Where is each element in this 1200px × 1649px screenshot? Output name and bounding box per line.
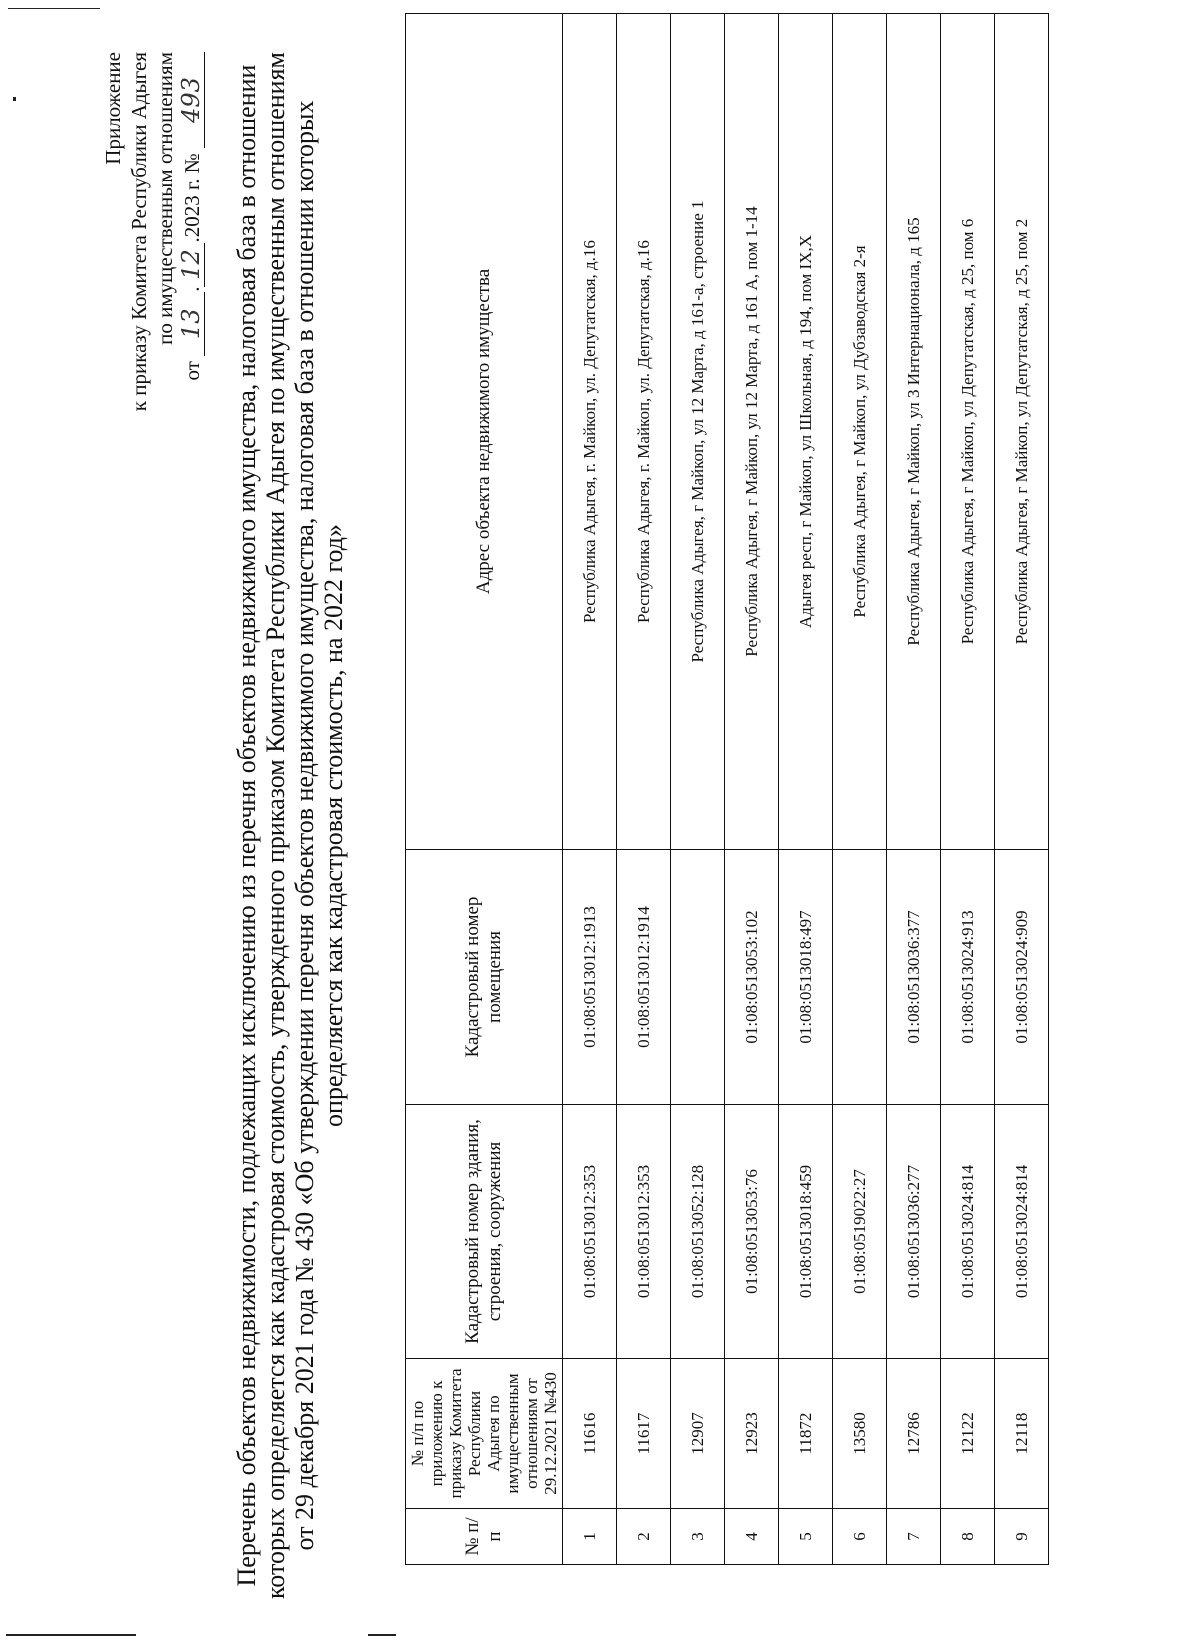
cell-address: Республика Адыгея, г. Майкоп, ул. Депутатская, д.16 xyxy=(617,14,671,850)
header-appendix-num: № п/п по приложению к приказу Комитета Республики Адыгея по имущественным отношениям от 29.12.2021 №430 xyxy=(406,1359,563,1509)
cell-num: 6 xyxy=(833,1509,887,1565)
table-header-row xyxy=(406,14,563,1565)
cell-num: 1 xyxy=(563,1509,617,1565)
cell-building-cadastral: 01:08:0513053:76 xyxy=(725,1105,779,1359)
table-row xyxy=(617,14,671,1565)
table-row xyxy=(995,14,1049,1565)
cell-room-cadastral xyxy=(833,850,887,1105)
cell-address: Республика Адыгея, г Майкоп, ул 12 Марта, д 161 А, пом 1-14 xyxy=(725,14,779,850)
header-address: Адрес объекта недвижимого имущества xyxy=(406,14,563,850)
cell-address: Республика Адыгея, г Майкоп, ул 3 Интернационала, д 165 xyxy=(887,14,941,850)
cell-num: 9 xyxy=(995,1509,1049,1565)
cell-address: Адыгея респ, г Майкоп, ул Школьная, д 194, пом IX,X xyxy=(779,14,833,850)
cell-appendix-num: 11617 xyxy=(617,1359,671,1509)
cell-num: 2 xyxy=(617,1509,671,1565)
cell-address: Республика Адыгея, г Майкоп, ул Депутатская, д 25, пом 6 xyxy=(941,14,995,850)
cell-address: Республика Адыгея, г Майкоп, ул Депутатская, д 25, пом 2 xyxy=(995,14,1049,850)
cell-room-cadastral: 01:08:0513012:1914 xyxy=(617,850,671,1105)
cell-appendix-num: 12907 xyxy=(671,1359,725,1509)
cell-room-cadastral: 01:08:0513024:909 xyxy=(995,850,1049,1105)
appendix-header xyxy=(100,52,205,411)
cell-building-cadastral: 01:08:0513012:353 xyxy=(617,1105,671,1359)
cell-address: Республика Адыгея, г Майкоп, ул 12 Марта, д 161-а, строение 1 xyxy=(671,14,725,850)
cell-address: Республика Адыгея, г Майкоп, ул Дубзаводская 2-я xyxy=(833,14,887,850)
appendix-date-line: от 13.12.2023 г. № 493 xyxy=(178,52,205,411)
table-row xyxy=(833,14,887,1565)
cell-appendix-num: 11616 xyxy=(563,1359,617,1509)
handwritten-order-number: 493 xyxy=(178,52,205,148)
cell-appendix-num: 11872 xyxy=(779,1359,833,1509)
cell-room-cadastral xyxy=(671,850,725,1105)
cell-room-cadastral: 01:08:0513036:377 xyxy=(887,850,941,1105)
objects-table xyxy=(405,13,1049,1565)
cell-appendix-num: 12786 xyxy=(887,1359,941,1509)
handwritten-day: 13 xyxy=(178,292,205,356)
table-row xyxy=(887,14,941,1565)
cell-appendix-num: 12923 xyxy=(725,1359,779,1509)
table-row xyxy=(725,14,779,1565)
date-prefix: от xyxy=(180,361,204,381)
cell-num: 4 xyxy=(725,1509,779,1565)
year-number-label: 2023 г. № xyxy=(180,153,204,238)
table-row xyxy=(779,14,833,1565)
cell-building-cadastral: 01:08:0513036:277 xyxy=(887,1105,941,1359)
cell-building-cadastral: 01:08:0513018:459 xyxy=(779,1105,833,1359)
cell-num: 8 xyxy=(941,1509,995,1565)
table-row xyxy=(671,14,725,1565)
table-row xyxy=(941,14,995,1565)
appendix-order-line: к приказу Комитета Республики Адыгея xyxy=(127,52,151,412)
appendix-committee-line: по имущественным отношениям xyxy=(153,52,177,345)
cell-appendix-num: 12118 xyxy=(995,1359,1049,1509)
document-title: Перечень объектов недвижимости, подлежащих исключению из перечня объектов недвижимого имущества, налоговая база в отношении которых определяется как кадастровая стоимость, утвержденного приказом Комитета Республики Адыгея по имущественным отношениям от 29 декабря 2021 года № 430 «Об утверждении перечня объектов недвижимого имущества, налоговая база в отношении которых определяется как кадастровая стоимость, на 2022 год» xyxy=(232,51,348,1600)
header-building-cadastral: Кадастровый номер здания, строения, сооружения xyxy=(406,1105,563,1359)
appendix-title: Приложение xyxy=(101,52,125,165)
cell-address: Республика Адыгея, г. Майкоп, ул. Депутатская, д.16 xyxy=(563,14,617,850)
handwritten-month: 12 xyxy=(178,243,205,287)
cell-building-cadastral: 01:08:0513012:353 xyxy=(563,1105,617,1359)
cell-appendix-num: 13580 xyxy=(833,1359,887,1509)
header-num: № п/п xyxy=(406,1509,563,1565)
cell-building-cadastral: 01:08:0513024:814 xyxy=(941,1105,995,1359)
cell-room-cadastral: 01:08:0513024:913 xyxy=(941,850,995,1105)
table-row xyxy=(563,14,617,1565)
cell-num: 3 xyxy=(671,1509,725,1565)
cell-num: 5 xyxy=(779,1509,833,1565)
cell-appendix-num: 12122 xyxy=(941,1359,995,1509)
cell-building-cadastral: 01:08:0513052:128 xyxy=(671,1105,725,1359)
cell-building-cadastral: 01:08:0519022:27 xyxy=(833,1105,887,1359)
cell-building-cadastral: 01:08:0513024:814 xyxy=(995,1105,1049,1359)
cell-room-cadastral: 01:08:0513053:102 xyxy=(725,850,779,1105)
header-room-cadastral: Кадастровый номер помещения xyxy=(406,850,563,1105)
cell-room-cadastral: 01:08:0513012:1913 xyxy=(563,850,617,1105)
cell-num: 7 xyxy=(887,1509,941,1565)
cell-room-cadastral: 01:08:0513018:497 xyxy=(779,850,833,1105)
